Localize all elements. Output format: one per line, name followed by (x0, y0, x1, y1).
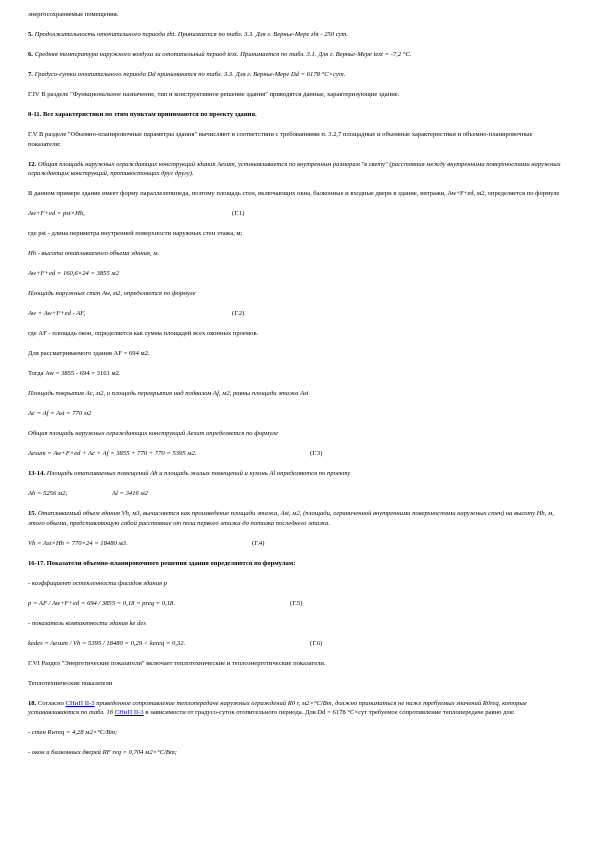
formula-number: (Г.1) (232, 210, 245, 217)
item-number: 15. (28, 510, 37, 517)
paragraph-text: где AF - площадь окон, определяется как сумма площадей всех оконных проемов. (28, 330, 259, 337)
paragraph-text: - стен Rwreq = 4,28 м2×°С/Вт; (28, 729, 118, 736)
paragraph (28, 369, 564, 379)
formula-text: Aw+F+ed = pst×Hh, (28, 210, 85, 217)
paragraph-text: Отапливаемый объем здания Vh, м3, вычисляется как произведение площади этажа, Ast, м2, (площади, ограниченной внутренними поверхностями наружных стен) на высоту Hh, м, этого объема, представляющую собой расстояние от пола первого этажа до потолка последнего этажа. (28, 510, 554, 527)
paragraph-item-18 (28, 699, 564, 718)
item-number: 7. (28, 71, 33, 78)
paragraph-text: Г.IV В разделе "Функциональное назначение, тип и конструктивное решение здания" приводятся данные, характеризующие здание. (28, 91, 400, 98)
document-page (28, 10, 564, 768)
paragraph-text: Продолжительность отопительного периода zht. Принимается по табл. 3.3. Для г. Вернье-Мере zht - 250 сут. (34, 31, 349, 38)
paragraph-text: приведенное сопротивление теплопередаче наружных ограждений R0 r, м2×°С/Вт, должно приниматься не ниже требуемых значений R0req, которые устанавливаются по табл. 1б (28, 699, 527, 716)
paragraph-text: Hh - высота отапливаемого объема здания, м. (28, 250, 160, 257)
paragraph (28, 579, 564, 589)
formula-number: (Г.5) (290, 599, 303, 607)
paragraph (28, 619, 564, 629)
paragraph-text: Aw+F+ed = 160,6×24 = 3855 м2 (28, 270, 119, 277)
formula-text: kedes = Aesum / Vh = 5395 / 18480 = 0,29 < kereq = 0,32. (28, 639, 186, 647)
formula-text: Ah = 5256 м2; (28, 490, 68, 497)
formula-number: (Г.2) (232, 310, 245, 317)
paragraph-text: - окон и балконных дверей RF req = 0,704 м2×°С/Вт; (28, 749, 177, 756)
paragraph (28, 329, 564, 339)
formula-g5 (28, 599, 564, 609)
formula-number: (Г.3) (310, 450, 323, 457)
paragraph-text: Общая площадь наружных ограждающих конструкций Aesum определяется по формуле (28, 430, 279, 437)
formula-g1 (28, 209, 564, 219)
formula-number: (Г.4) (252, 539, 265, 547)
formula-text: Al = 3416 м2 (112, 490, 148, 497)
paragraph-text: Г.VI Раздел "Энергетические показатели" включает теплотехнические и теплоэнергетические показатели. (28, 659, 326, 667)
paragraph-text: Площадь покрытия Ac, м2, и площадь перекрытия над подвалом Af, м2, равны площади этажа Ast (28, 390, 309, 397)
paragraph (28, 389, 564, 399)
paragraph-text: Площадь отапливаемых помещений Ah и площадь жилых помещений и кухонь Al определяются по проекту (46, 470, 351, 477)
snip-link[interactable]: СНиП II-3 (114, 709, 144, 716)
formula-text: Aesum = Aw+F+ed + Ac + Af = 3855 + 770 + 770 = 5395 м2. (28, 450, 197, 457)
paragraph (28, 249, 564, 259)
paragraph-text: где pst - длина периметра внутренней поверхности наружных стен этажа, м; (28, 230, 243, 237)
paragraph (28, 229, 564, 239)
paragraph-text: Тогда Aw = 3855 - 694 = 3161 м2. (28, 370, 121, 377)
paragraph-text: - коэффициент остекленности фасадов здания p (28, 579, 168, 587)
item-number: 13-14. (28, 470, 46, 477)
formula-g6 (28, 639, 564, 649)
subheading (28, 679, 564, 689)
paragraph (28, 728, 564, 738)
paragraph-text: Градусо-сутки отопительного периода Dd принимаются по табл. 3.3. Для г. Вернье-Мере Dd = 6178 °С×сут. (34, 71, 346, 78)
paragraph (28, 10, 564, 20)
paragraph (28, 269, 564, 279)
formula-g3 (28, 449, 564, 459)
paragraph-text: энергосохраняемые помещения. (28, 11, 119, 18)
item-number: 18. (28, 699, 37, 707)
formula-text: Vh = Ast×Hh = 770×24 = 18480 м3. (28, 539, 128, 547)
item-number: 12. (28, 160, 37, 168)
formula-text: Aw = Aw+F+ed - AF, (28, 310, 86, 317)
paragraph-item-8-11 (28, 110, 564, 120)
formula-g4 (28, 539, 564, 549)
paragraph-text: Согласно (37, 699, 64, 707)
paragraph-item-7 (28, 70, 564, 80)
section-g6 (28, 659, 564, 669)
formula-text: p = AF / Aw+F+ed = 694 / 3855 = 0,18 = preq = 0,18. (28, 599, 175, 607)
paragraph (28, 349, 564, 359)
paragraph-text: Г.V В разделе "Объемно-планировочные параметры здания" вычисляют в соответствии с требованиями п. 3.2,7 площадные и объемные характеристики и объемно-планировочные показатели: (28, 131, 533, 148)
paragraph (28, 429, 564, 439)
section-g4 (28, 90, 564, 100)
paragraph-text: Площадь наружных стен Aw, м2, определяется по формуле (28, 290, 196, 297)
paragraph-text: В данном примере здание имеет форму параллелепипеда, поэтому площадь стен, включающих окна, балконные и входные двери в здание, витражи, Aw+F+ed, м2, определяется по формуле (28, 190, 560, 197)
paragraph-text: Средняя температура наружного воздуха за отопительный период text. Принимается по табл. 3.1. Для г. Вернье-Мере text = -7,2 °С. (34, 51, 412, 58)
paragraph-text: в зависимости от градусо-суток отопительного периода. Для Dd = 6178 °С×сут требуемое сопротивление теплопередаче равно для: (145, 709, 515, 716)
section-g5 (28, 130, 564, 149)
formula-ah-al (28, 489, 564, 499)
paragraph (28, 289, 564, 299)
paragraph-text: 8-11. Все характеристики по этим пунктам принимаются по проекту здания. (28, 111, 257, 118)
paragraph (28, 748, 564, 758)
paragraph-item-15 (28, 509, 564, 528)
paragraph-item-6 (28, 50, 564, 60)
paragraph-item-5 (28, 30, 564, 40)
paragraph-text: 16-17. Показатели объемно-планировочного решения здания определяются по формулам: (28, 559, 296, 567)
paragraph-item-16-17 (28, 559, 564, 569)
paragraph-item-12 (28, 160, 564, 179)
item-number: 5. (28, 31, 33, 38)
paragraph (28, 409, 564, 419)
item-number: 6. (28, 51, 33, 58)
subheading-text: Теплотехнические показатели (28, 679, 113, 687)
formula-g2 (28, 309, 564, 319)
snip-link[interactable]: СНиП II-3 (65, 699, 95, 707)
paragraph-text: Общая площадь наружных ограждающих конструкций здания Aesum, устанавливается по внутренним размерам "в свету" (расстояния между внутренними поверхностями наружных ограждающих конструкций, противостоящих друг другу). (28, 160, 561, 177)
paragraph-text: - показатель компактности здания ke des (28, 619, 146, 627)
paragraph-text: Ac = Af = Ast = 770 м2 (28, 410, 92, 417)
formula-number: (Г.6) (310, 639, 323, 647)
paragraph-text: Для рассматриваемого здания AF = 694 м2. (28, 350, 150, 357)
paragraph-item-13-14 (28, 469, 564, 479)
paragraph (28, 189, 564, 199)
